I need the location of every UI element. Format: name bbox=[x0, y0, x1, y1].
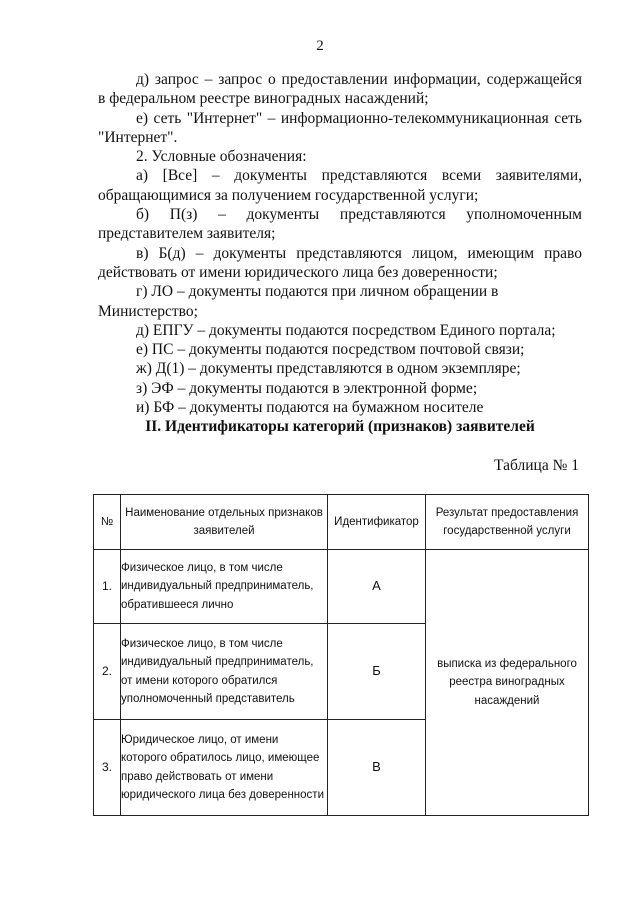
applicant-name: Физическое лицо, в том числе индивидуальный предприниматель, от имени которого обратился уполномоченный представитель bbox=[121, 624, 328, 720]
row-number: 1. bbox=[94, 550, 121, 624]
applicant-categories-table bbox=[93, 494, 589, 816]
text-line: г) ЛО – документы подаются при личном обращении в Министерство; bbox=[98, 283, 499, 320]
text-line: в) Б(д) – документы представляются лицом, имеющим право bbox=[136, 244, 582, 262]
text-line: б) П(з) – документы представляются уполномоченным bbox=[136, 206, 582, 224]
text-line: е) ПС – документы подаются посредством почтовой связи; bbox=[136, 341, 525, 359]
text-line: д) запрос – запрос о предоставлении информации, содержащейся bbox=[136, 71, 582, 88]
text-line: в федеральном реестре виноградных насаждений; bbox=[98, 90, 429, 108]
text-line: а) [Все] – документы представляются всеми заявителями, bbox=[136, 167, 582, 185]
applicant-name: Физическое лицо, в том числе индивидуальный предприниматель, обратившееся лично bbox=[121, 550, 328, 624]
row-number: 2. bbox=[94, 624, 121, 720]
table-header-row bbox=[94, 495, 589, 550]
header-result bbox=[426, 495, 589, 550]
document-body bbox=[98, 70, 582, 417]
table-row bbox=[94, 550, 589, 624]
row-number: 3. bbox=[94, 720, 121, 816]
table-caption: Таблица № 1 bbox=[494, 457, 579, 474]
applicant-identifier: В bbox=[328, 720, 426, 816]
text-line: действовать от имени юридического лица без доверенности; bbox=[98, 263, 498, 281]
header-result-text: Результат предоставления государственной услуги bbox=[435, 506, 579, 537]
applicant-identifier: А bbox=[328, 550, 426, 624]
section-title: II. Идентификаторы категорий (признаков) заявителей bbox=[145, 418, 535, 435]
text-line: 2. Условные обозначения: bbox=[136, 148, 307, 166]
text-line: "Интернет". bbox=[98, 128, 178, 146]
header-identifier: Идентификатор bbox=[328, 495, 426, 550]
page-number: 2 bbox=[316, 38, 324, 54]
applicant-identifier: Б bbox=[328, 624, 426, 720]
header-num: № bbox=[94, 495, 121, 550]
service-result: выписка из федерального реестра виноградных насаждений bbox=[426, 550, 589, 816]
text-line: з) ЭФ – документы подаются в электронной форме; bbox=[136, 379, 478, 397]
text-line: и) БФ – документы подаются на бумажном носителе bbox=[136, 399, 484, 417]
text-line: представителем заявителя; bbox=[98, 225, 276, 243]
text-line: е) сеть "Интернет" – информационно-телекоммуникационная сеть bbox=[136, 109, 582, 127]
header-name bbox=[121, 495, 328, 550]
header-name-text: Наименование отдельных признаков заявителей bbox=[125, 506, 323, 537]
text-line: ж) Д(1) – документы представляются в одном экземпляре; bbox=[136, 360, 521, 378]
applicant-name: Юридическое лицо, от имени которого обратилось лицо, имеющее право действовать от имени юридического лица без доверенности bbox=[121, 720, 328, 816]
text-line: обращающимися за получением государственной услуги; bbox=[98, 186, 479, 204]
text-line: д) ЕПГУ – документы подаются посредством Единого портала; bbox=[136, 321, 556, 339]
